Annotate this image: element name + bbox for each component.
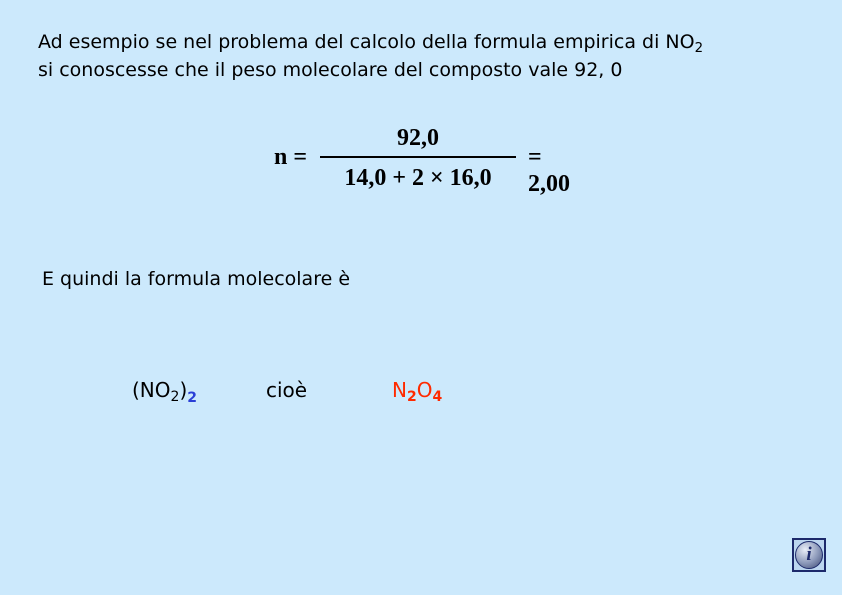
intro-line-1-subscript: 2 (694, 40, 704, 56)
molecular-o: O (416, 378, 433, 402)
equation-numerator: 92,0 (397, 125, 439, 151)
intro-line-1-text: Ad esempio se nel problema del calcolo della formula empirica di NO (38, 31, 695, 53)
molecular-n-subscript: 2 (406, 389, 417, 406)
intro-line-1 (38, 28, 818, 56)
intro-text (38, 28, 818, 84)
empirical-subscript: 2 (170, 389, 180, 406)
molecular-o-subscript: 4 (432, 389, 443, 406)
info-icon: i (795, 541, 823, 569)
molecular-formula (392, 378, 443, 406)
empirical-close: ) (179, 378, 188, 402)
fraction-bar (320, 156, 516, 158)
empirical-formula-multiplied (132, 378, 197, 406)
equation-denominator: 14,0 + 2 × 16,0 (344, 165, 492, 191)
info-button[interactable] (792, 538, 826, 572)
conclusion-text: E quindi la formula molecolare è (42, 268, 351, 290)
molecular-n: N (392, 378, 407, 402)
equation-rhs: = 2,00 (528, 144, 570, 197)
intro-line-2: si conoscesse che il peso molecolare del composto vale 92, 0 (38, 59, 623, 81)
equation-fraction (320, 122, 516, 194)
connector-word: cioè (266, 378, 308, 402)
equation-lhs: n = (274, 144, 308, 170)
empirical-multiplier: 2 (187, 389, 197, 406)
empirical-open: (NO (132, 378, 171, 402)
molecular-factor-equation (272, 122, 582, 197)
